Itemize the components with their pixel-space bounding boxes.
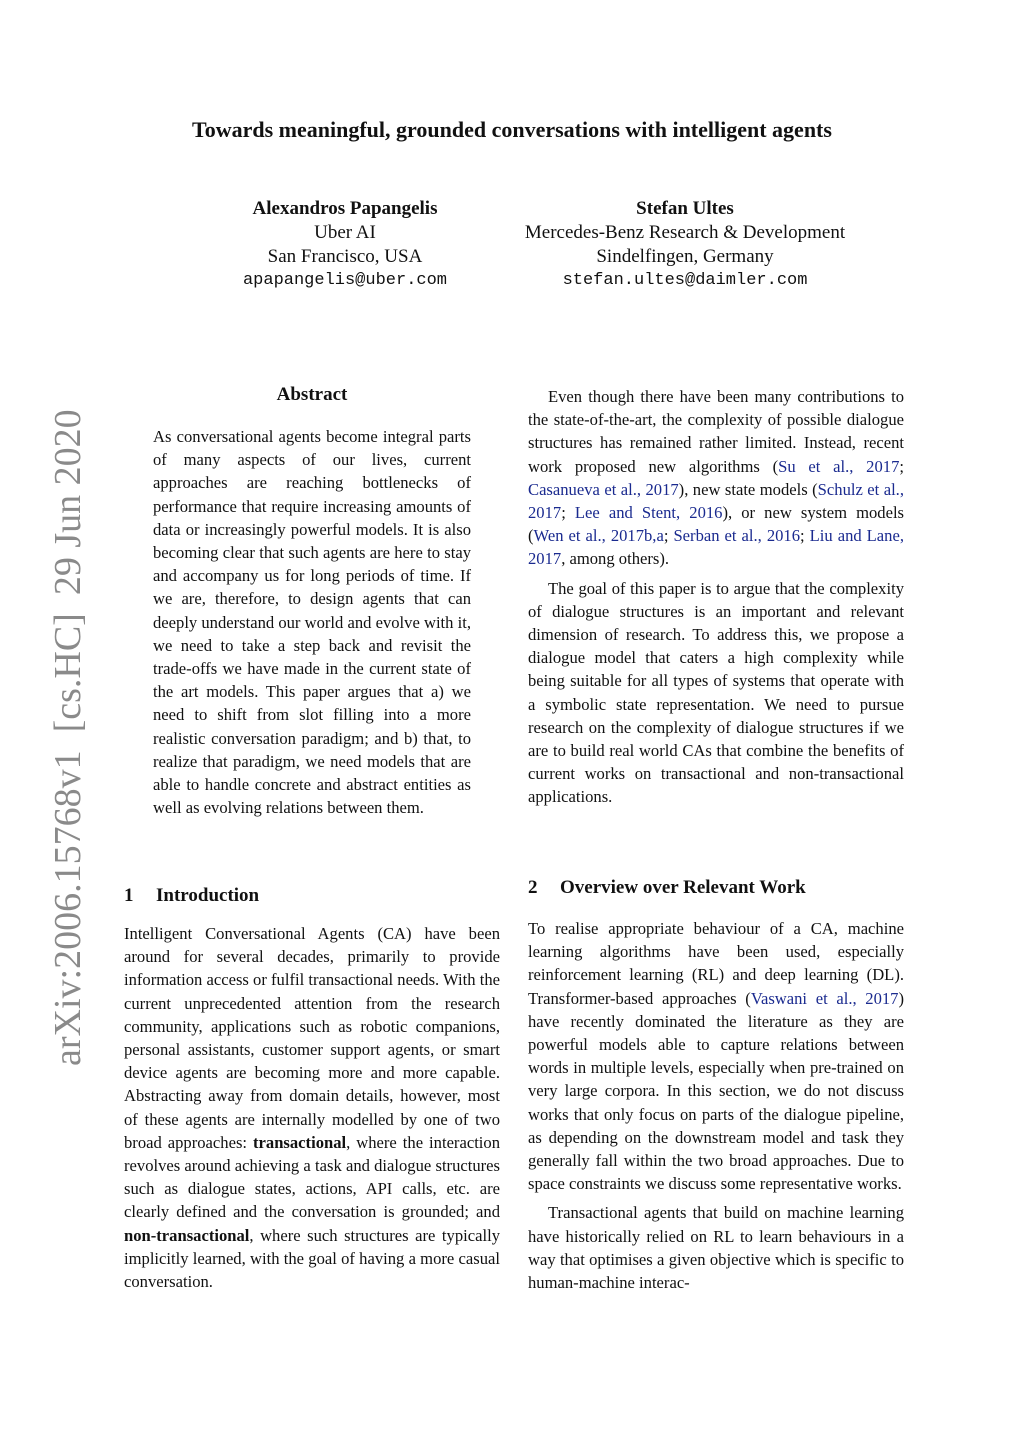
citation-link[interactable]: Casanueva et al., 2017 bbox=[528, 479, 679, 499]
author-affiliation: Mercedes-Benz Research & Development bbox=[524, 222, 846, 243]
bold-term: non-transactional bbox=[124, 1225, 250, 1245]
citation-link[interactable]: Schulz et al., 2017 bbox=[528, 479, 904, 523]
author-block-1 bbox=[195, 197, 495, 293]
paragraph: The goal of this paper is to argue that the complexity of dialogue structures is an important and relevant dimension of research. To address this, we propose a dialogue model that caters a high complexity while being suitable for all types of systems that operate with a symbolic state representation. We need to pursue research on the complexity of dialogue structures if we are to build real world CAs that combine the benefits of current works on transactional and non-transactional applications. bbox=[528, 578, 904, 807]
arxiv-date: 29 Jun 2020 bbox=[47, 409, 89, 596]
author-name: Alexandros Papangelis bbox=[252, 198, 438, 219]
paragraph bbox=[528, 385, 904, 571]
citation-link[interactable]: Su et al., 2017 bbox=[778, 456, 900, 476]
paragraph: Transactional agents that build on machine learning have historically relied on RL to learn behaviours in a way that optimises a given objective which is specific to human-machine interac- bbox=[528, 1203, 904, 1293]
text-run: Even though there have been many contributions to the state-of-the-art, the complexity of possible dialogue structures has remained rather limited. Instead, recent work proposed new algorithms ( bbox=[528, 387, 904, 476]
text-run: ), new state models ( bbox=[678, 479, 818, 499]
section-number: 1 bbox=[124, 885, 134, 906]
author-email[interactable]: stefan.ultes@daimler.com bbox=[562, 271, 808, 290]
section-title: Overview over Relevant Work bbox=[560, 877, 806, 898]
section-number: 2 bbox=[528, 877, 538, 898]
paper-title: Towards meaningful, grounded conversations with intelligent agents bbox=[192, 117, 832, 142]
citation-link[interactable]: Serban et al., 2016 bbox=[673, 526, 801, 546]
author-location: Sindelfingen, Germany bbox=[596, 246, 774, 267]
text-run: , among others). bbox=[561, 549, 670, 569]
text-run: , where such structures are typically implicitly learned, with the goal of having a more casual conversation. bbox=[124, 1225, 500, 1292]
text-run: To realise appropriate behaviour of a CA, machine learning algorithms have been used, especially reinforcement learning (RL) and deep learning (DL). Transformer-based approaches ( bbox=[528, 919, 904, 1008]
paragraph bbox=[528, 917, 904, 1195]
author-location: San Francisco, USA bbox=[267, 246, 423, 267]
right-column-intro-continued bbox=[528, 385, 904, 809]
author-block-2 bbox=[505, 197, 865, 293]
citation-link[interactable]: Wen et al., 2017b,a bbox=[533, 526, 664, 546]
abstract-body bbox=[153, 425, 471, 819]
author-name: Stefan Ultes bbox=[636, 198, 734, 219]
citation-link[interactable]: Vaswani et al., 2017 bbox=[750, 988, 899, 1008]
introduction-body bbox=[124, 922, 500, 1293]
text-run: Intelligent Conversational Agents (CA) have been around for several decades, primarily to provide information access or fulfil transactional needs. With the current unprecedented attention from the research community, applications such as robotic companions, personal assistants, customer support agents, or smart device agents are becoming more and more capable. Abstracting away from domain details, however, most of these agents are internally modelled by one of two broad approaches: bbox=[124, 924, 500, 1152]
bold-term: transactional bbox=[253, 1132, 347, 1152]
section-title: Introduction bbox=[156, 885, 260, 906]
author-affiliation: Uber AI bbox=[314, 222, 376, 243]
author-email[interactable]: apapangelis@uber.com bbox=[242, 271, 448, 290]
text-run: ; bbox=[899, 456, 904, 476]
citation-link[interactable]: Lee and Stent, 2016 bbox=[574, 503, 723, 523]
overview-body bbox=[528, 917, 904, 1294]
section-heading-introduction bbox=[124, 885, 259, 907]
citation-link[interactable]: Liu and Lane, 2017 bbox=[528, 526, 904, 569]
text-run: ; bbox=[561, 503, 575, 523]
text-run: ) have recently dominated the literature as they are powerful models able to capture relations between words in multiple levels, especially when pre-trained on very large corpora. In this section, we do not discuss works that only focus on parts of the dialogue pipeline, as depending on the downstream model and task they generally fall within the two broad approaches. Due to space constraints we discuss some representative works. bbox=[528, 988, 904, 1194]
abstract-text: As conversational agents become integral parts of many aspects of our lives, current approaches are reaching bottlenecks of performance that require increasing amounts of data or increasingly powerful models. It is also becoming clear that such agents are here to stay and accompany us for long periods of time. If we are, therefore, to design agents that can deeply understand our world and evolve with it, we need to take a step back and revisit the trade-offs we have made in the current state of the art models. This paper argues that a) we need to shift from slot filling into a more realistic conversation paradigm; and b) that, to realize that paradigm, we need models that are able to handle concrete and abstract entities as well as evolving relations between them. bbox=[153, 427, 471, 818]
text-run: ; bbox=[800, 526, 810, 546]
text-run: ; bbox=[663, 526, 674, 546]
abstract-heading: Abstract bbox=[276, 384, 348, 405]
section-heading-overview bbox=[528, 877, 806, 899]
arxiv-category: [cs.HC] bbox=[47, 613, 89, 733]
paragraph bbox=[124, 922, 500, 1293]
text-run: ), or new system models ( bbox=[528, 503, 905, 546]
arxiv-stamp bbox=[46, 391, 90, 1066]
arxiv-id[interactable]: arXiv:2006.15768v1 bbox=[47, 750, 89, 1066]
text-run: , where the interaction revolves around achieving a task and dialogue structures such as dialogue states, actions, API calls, etc. are clearly defined and the conversation is grounded; and bbox=[124, 1132, 501, 1222]
